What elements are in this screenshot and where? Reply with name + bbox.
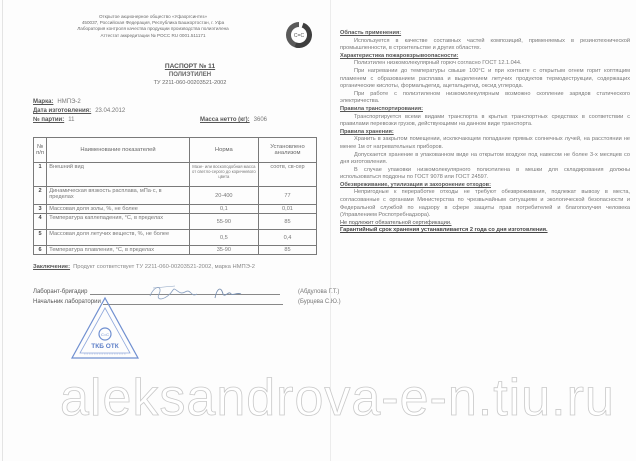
storage-paragraph: Допускается хранение в упакованном виде на открытом воздухе под навесом не более 3-х месяцев со дня изготовления.	[340, 151, 630, 166]
result-value: 0,01	[258, 205, 316, 214]
svg-text:ТКБ ОТК: ТКБ ОТК	[91, 343, 119, 350]
row-number: 2	[34, 187, 47, 205]
specification-table	[33, 137, 317, 255]
brand-value: НМПЭ-2	[57, 99, 81, 105]
storage-paragraph: В случае упаковки низкомолекулярного полиэтилена в мешки для складирования должны использоваться поддоны по ГОСТ 9078 или ГОСТ 24597.	[340, 166, 630, 181]
row-number: 6	[34, 246, 47, 255]
signature-role: Начальник лаборатории	[33, 299, 101, 305]
table-row	[34, 205, 317, 214]
column-header: Наименование показателей	[47, 138, 190, 163]
date-value: 23.04.2012	[95, 108, 126, 114]
indicator-name: Массовая доля золы, %, не более	[47, 205, 190, 214]
row-number: 3	[34, 205, 47, 214]
warranty-note: Гарантийный срок хранения устанавливается 2 года со дня изготовления.	[340, 227, 548, 234]
fire-paragraph: При нагревании до температуры свыше 100°С и при контакте с открытым огнем горит коптящим пламенем с образованием расплава и выделением летучих продуктов термодеструкции, содержащих органические кислоты, формальдегид, ацетальдегид, оксид углерода.	[340, 67, 630, 90]
conclusion-text: Продукт соответствует ТУ 2211-060-00203521-2002, марка НМПЭ-2	[73, 264, 256, 270]
spec-number: ТУ 2211-060-00203521-2002	[153, 80, 227, 86]
fire-paragraph: Полиэтилен низкомолекулярный горюч согласно ГОСТ 12.1.044.	[354, 60, 522, 67]
certification-note: Не подлежит обязательной сертификации.	[340, 219, 452, 226]
table-row	[34, 214, 317, 230]
indicator-name: Массовая доля летучих веществ, %, не более	[47, 230, 190, 246]
mass-label: Масса нетто (кг):	[200, 117, 250, 123]
transport-heading: Правила транспортирования:	[340, 105, 423, 112]
table-header-row	[34, 138, 317, 163]
org-line: Лаборатория контроля качества продукции производства полиэтилена	[77, 26, 229, 32]
result-value: 77	[258, 187, 316, 205]
brand-field	[33, 98, 81, 106]
otk-stamp-icon	[70, 296, 140, 366]
table-row	[34, 163, 317, 187]
norm-value: 55-90	[189, 214, 258, 230]
norm-value: Мазе- или воскоподобная масса от светло-серого до коричневого цвета	[189, 163, 258, 187]
date-field	[33, 107, 125, 115]
org-line: Аттестат аккредитации № РОСС RU 0001.511171	[100, 32, 206, 38]
passport-title-block	[100, 62, 280, 87]
table-row	[34, 246, 317, 255]
row-number: 5	[34, 230, 47, 246]
storage-heading: Правила хранения:	[340, 128, 394, 135]
transport-text: Транспортируется всеми видами транспорта в крытых транспортных средствах в соответствии с правилами перевозки грузов, действующими на данном виде транспорта.	[340, 113, 630, 128]
column-header: № п/п	[34, 138, 47, 163]
fire-heading: Характеристика пожаровзрывоопасности:	[340, 52, 459, 59]
table-row	[34, 230, 317, 246]
signature-role: Лаборант-бригадир	[33, 289, 88, 295]
product-name: ПОЛИЭТИЛЕН	[168, 72, 212, 78]
organization-header	[48, 14, 258, 39]
row-number: 4	[34, 214, 47, 230]
svg-text:C=C: C=C	[293, 33, 305, 39]
signature-name: (Бурцева С.Ю.)	[298, 299, 341, 305]
result-value: 85	[258, 214, 316, 230]
mass-field	[200, 116, 267, 124]
conclusion-label: Заключение:	[33, 264, 71, 270]
application-heading: Область применения:	[340, 30, 402, 36]
disposal-heading: Обезвреживание, утилизация и захоронение отходов:	[340, 181, 491, 188]
indicator-name: Температура каплепадения, °С, в пределах	[47, 214, 190, 230]
passport-details	[340, 30, 630, 235]
column-header: Норма	[189, 138, 258, 163]
svg-text:C=C: C=C	[100, 332, 110, 337]
result-value: 0,4	[258, 230, 316, 246]
org-line: Открытое акционерное общество «Уфаоргсинтез»	[98, 14, 207, 19]
indicator-name: Динамическая вязкость расплава, мПа·с, в пределах	[47, 187, 190, 205]
column-header: Установлено анализом	[258, 138, 316, 163]
row-number: 1	[34, 163, 47, 187]
norm-value: 0,5	[189, 230, 258, 246]
indicator-name: Внешний вид	[47, 163, 190, 187]
brand-label: Марка:	[33, 99, 54, 105]
company-logo-icon	[283, 19, 315, 51]
conclusion	[33, 264, 255, 270]
mass-value: 3606	[253, 117, 268, 123]
org-line: 450037, Российская Федерация, Республика Башкортостан, г. Уфа	[81, 20, 225, 26]
page-edge	[2, 0, 3, 461]
date-label: Дата изготовления:	[33, 108, 92, 114]
passport-title: ПАСПОРТ № 11	[164, 63, 216, 70]
result-value: 85	[258, 246, 316, 255]
storage-paragraph: Хранить в закрытом помещении, исключающем попадание прямых солнечных лучей, на расстоянии не менее 1м от нагревательных приборов.	[340, 136, 630, 150]
site-watermark: aleksandrova-e-n.tiu.ru	[60, 369, 615, 427]
handwritten-signature-icon	[145, 282, 255, 304]
norm-value: 0,1	[189, 205, 258, 214]
norm-value: 20-400	[189, 187, 258, 205]
fire-paragraph: При работе с полиэтиленом низкомолекулярным возможно скопление зарядов статического электричества.	[340, 90, 630, 105]
indicator-name: Температура плавления, °С, в пределах	[47, 246, 190, 255]
application-text: Используется в качестве составных частей композиций, применяемых в резинотехнической промышленности, в строительстве и других областях.	[340, 37, 630, 52]
table-row	[34, 187, 317, 205]
signature-name: (Абдулова Г.Т.)	[298, 289, 340, 295]
batch-label: № партии:	[33, 117, 65, 123]
batch-field	[33, 116, 74, 124]
result-value: соотв, св-сер	[258, 163, 316, 187]
batch-value: 11	[68, 117, 75, 123]
disposal-text: Непригодные к переработке отходы не требуют обезвреживания, подлежат вывозу в места, согласованные с органами Министерства по чрезвычайным ситуациям и экологической безопасности и Федеральной службой по надзору в сфере защиты прав потребителей и благополучия человека (Управлением Роспотребнадзора).	[340, 189, 630, 219]
norm-value: 35-90	[189, 246, 258, 255]
